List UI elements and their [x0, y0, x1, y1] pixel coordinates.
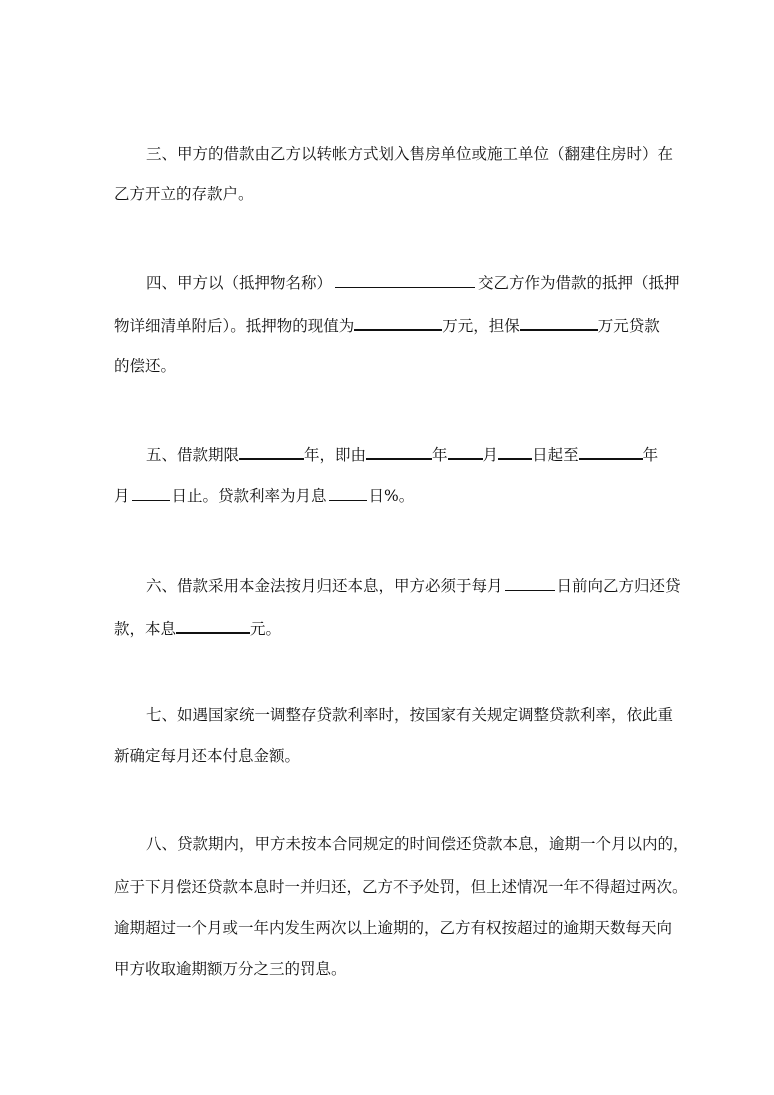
clause-3-line-1: 三、甲方的借款由乙方以转帐方式划入售房单位或施工单位（翻建住房时）在 [146, 145, 674, 163]
clause-4-text-d: 万元，担保 [442, 317, 520, 335]
clause-4-line-2 [114, 315, 660, 335]
end-month-blank[interactable] [132, 486, 170, 501]
clause-6-line-2 [114, 618, 281, 638]
clause-5-text-f: 年 [642, 446, 659, 464]
clause-7-line-1: 七、如遇国家统一调整存贷款利率时，按国家有关规定调整贷款利率，依此重 [146, 706, 674, 724]
clause-5-text-a: 五、借款期限 [146, 446, 240, 464]
clause-6-line-1 [146, 576, 681, 596]
clause-8-line-3: 逾期超过一个月或一年内发生两次以上逾期的，乙方有权按超过的逾期天数每天向 [114, 919, 673, 937]
clause-4-text-c: 物详细清单附后）。抵押物的现值为 [114, 317, 355, 335]
clause-5-text-c: 年 [432, 446, 448, 464]
start-year-blank[interactable] [366, 444, 432, 460]
clause-8-line-1: 八、贷款期内，甲方未按本合同规定的时间偿还贷款本息，逾期一个月以内的， [146, 835, 689, 853]
start-day-blank[interactable] [498, 444, 532, 460]
clause-4-line-3: 的偿还。 [114, 357, 177, 375]
clause-5-line-1 [146, 444, 658, 464]
clause-3-line-2: 乙方开立的存款户。 [114, 185, 254, 203]
clause-6-text-b: 日前向乙方归还贷 [556, 577, 681, 595]
monthly-interest-blank[interactable] [329, 486, 367, 501]
repayment-day-blank[interactable] [505, 576, 555, 591]
clause-6-text-c: 款，本息 [114, 620, 177, 638]
clause-6-text-a: 六、借款采用本金法按月归还本息，甲方必须于每月 [146, 577, 503, 595]
clause-5-text-i: 日%。 [368, 487, 415, 505]
clause-8-line-4: 甲方收取逾期额万分之三的罚息。 [114, 960, 347, 978]
guarantee-amount-blank[interactable] [520, 315, 598, 331]
clause-4-text-e: 万元贷款 [597, 317, 660, 335]
clause-5-text-e: 日起至 [532, 446, 579, 464]
installment-amount-blank[interactable] [176, 618, 250, 634]
clause-5-text-g: 月 [114, 487, 130, 505]
clause-5-text-b: 年，即由 [304, 446, 367, 464]
start-month-blank[interactable] [448, 444, 483, 460]
clause-8-line-2: 应于下月偿还贷款本息时一并归还，乙方不予处罚，但上述情况一年不得超过两次。 [114, 878, 688, 896]
clause-5-text-h: 日止。贷款利率为月息 [171, 487, 327, 505]
clause-5-text-d: 月 [482, 446, 499, 464]
end-year-blank[interactable] [579, 444, 643, 460]
clause-6-text-d: 元。 [250, 620, 282, 638]
clause-4-text-b: 交乙方作为借款的抵押（抵押 [478, 274, 680, 292]
clause-4-text-a: 四、甲方以（抵押物名称） [146, 274, 333, 292]
collateral-name-blank[interactable] [335, 273, 475, 288]
loan-term-years-blank[interactable] [239, 444, 304, 460]
clause-4-line-1 [146, 273, 680, 293]
clause-7-line-2: 新确定每月还本付息金额。 [114, 747, 301, 765]
clause-5-line-2 [114, 486, 414, 506]
collateral-value-blank[interactable] [354, 315, 442, 331]
